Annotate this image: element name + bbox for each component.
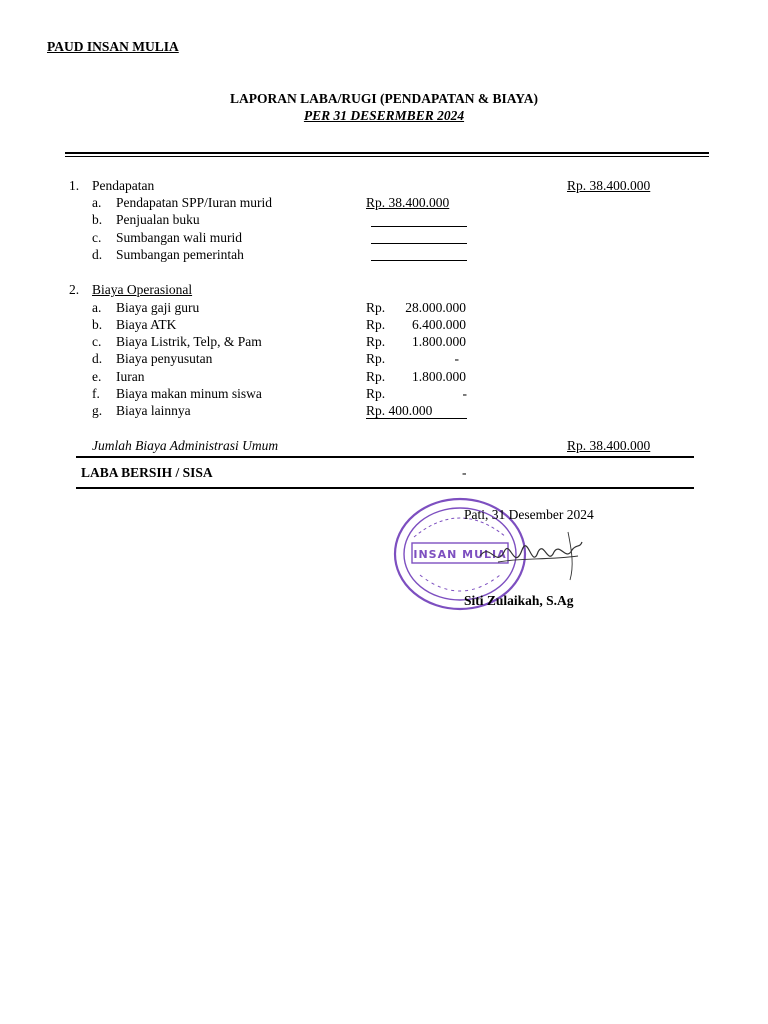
item-letter: a. xyxy=(92,300,102,315)
handwritten-signature xyxy=(478,522,586,582)
summary-divider-top xyxy=(76,456,694,458)
item-currency: Rp. xyxy=(366,369,386,384)
item-label: Biaya gaji guru xyxy=(116,300,200,315)
item-letter: a. xyxy=(92,195,102,210)
amount-underline xyxy=(366,418,467,419)
income-total: Rp. 38.400.000 xyxy=(567,178,651,193)
item-letter: d. xyxy=(92,247,103,262)
item-amount: 1.800.000 xyxy=(412,334,466,349)
item-label: Biaya penyusutan xyxy=(116,351,213,366)
item-label: Pendapatan SPP/Iuran murid xyxy=(116,195,272,210)
item-label: Biaya makan minum siswa xyxy=(116,386,262,401)
blank-amount-line xyxy=(371,243,467,244)
item-label: Iuran xyxy=(116,369,145,384)
signer-name: Siti Zulaikah, S.Ag xyxy=(464,593,574,608)
blank-amount-line xyxy=(371,226,467,227)
item-amount: - xyxy=(454,351,459,366)
item-amount: 28.000.000 xyxy=(405,300,466,315)
item-letter: g. xyxy=(92,403,103,418)
total-expenses-value: Rp. 38.400.000 xyxy=(567,438,651,453)
report-title: LAPORAN LABA/RUGI (PENDAPATAN & BIAYA) xyxy=(229,91,538,106)
item-currency: Rp. xyxy=(366,386,386,401)
item-letter: c. xyxy=(92,230,102,245)
item-letter: b. xyxy=(92,212,103,227)
item-amount: - xyxy=(462,386,467,401)
net-profit-value: - xyxy=(462,465,467,480)
item-currency: Rp. xyxy=(366,351,386,366)
item-letter: b. xyxy=(92,317,103,332)
item-label: Penjualan buku xyxy=(116,212,200,227)
place-date: Pati, 31 Desember 2024 xyxy=(464,507,594,522)
item-letter: f. xyxy=(92,386,100,401)
item-letter: c. xyxy=(92,334,102,349)
total-expenses-label: Jumlah Biaya Administrasi Umum xyxy=(92,438,279,453)
item-label: Biaya lainnya xyxy=(116,403,191,418)
item-label: Biaya Listrik, Telp, & Pam xyxy=(116,334,262,349)
expenses-number: 2. xyxy=(69,282,80,297)
item-amount: 1.800.000 xyxy=(412,369,466,384)
item-label: Sumbangan pemerintah xyxy=(116,247,244,262)
report-period: PER 31 DESERMBER 2024 xyxy=(303,108,465,123)
item-amount: Rp. 38.400.000 xyxy=(366,195,450,210)
header-divider-top xyxy=(65,152,709,154)
item-label: Sumbangan wali murid xyxy=(116,230,242,245)
income-title: Pendapatan xyxy=(92,178,155,193)
item-currency: Rp. xyxy=(366,334,386,349)
item-currency: Rp. xyxy=(366,300,386,315)
income-number: 1. xyxy=(69,178,80,193)
expenses-title: Biaya Operasional xyxy=(92,282,193,297)
item-amount: 6.400.000 xyxy=(412,317,466,332)
blank-amount-line xyxy=(371,260,467,261)
item-amount: Rp. 400.000 xyxy=(366,403,433,418)
item-letter: e. xyxy=(92,369,102,384)
item-label: Biaya ATK xyxy=(116,317,177,332)
header-divider-bottom xyxy=(65,156,709,157)
organization-name: PAUD INSAN MULIA xyxy=(47,39,179,54)
summary-divider-bottom xyxy=(76,487,694,489)
item-currency: Rp. xyxy=(366,317,386,332)
net-profit-label: LABA BERSIH / SISA xyxy=(81,465,213,480)
item-letter: d. xyxy=(92,351,103,366)
stamp-text: INSAN MULIA xyxy=(413,548,507,561)
